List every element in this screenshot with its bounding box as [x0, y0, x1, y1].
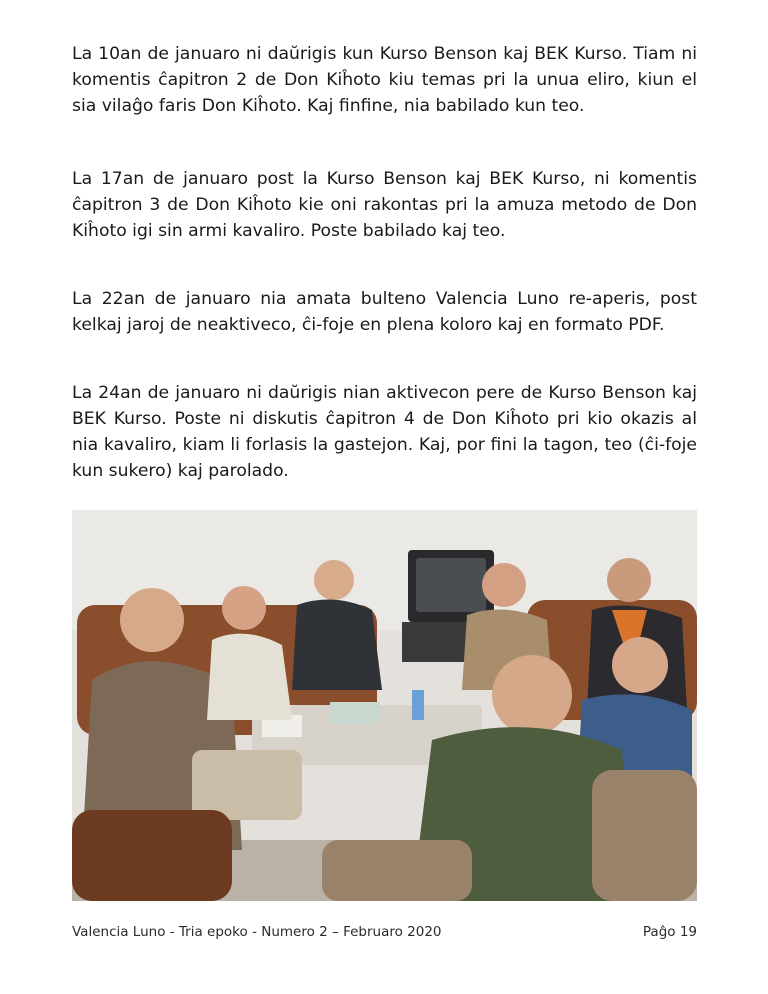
paragraph-3: La 22an de januaro nia amata bulteno Valencia Luno re-aperis, post kelkaj jaroj de neaktiveco, ĉi-foje en plena koloro kaj en formato PDF.	[72, 289, 697, 335]
group-photo	[72, 510, 697, 901]
paragraph-4: La 24an de januaro ni daŭrigis nian aktivecon pere de Kurso Benson kaj BEK Kurso. Poste ni diskutis ĉapitron 4 de Don Kiĥoto pri kio okazis al nia kavaliro, kiam li forlasis la gastejon. Kaj, por fini la tagon, teo (ĉi-foje kun sukero) kaj parolado.	[72, 383, 697, 481]
footer-page-number: Paĝo 19	[642, 924, 697, 940]
footer-publication: Valencia Luno - Tria epoko - Numero 2 – Februaro 2020	[72, 924, 442, 940]
paragraph-2: La 17an de januaro post la Kurso Benson kaj BEK Kurso, ni komentis ĉapitron 3 de Don Kiĥoto kie oni rakontas pri la amuza metodo de Don Kiĥoto igi sin armi kavaliro. Poste babilado kaj teo.	[72, 169, 697, 241]
page	[72, 0, 697, 994]
paragraph-1: La 10an de januaro ni daŭrigis kun Kurso Benson kaj BEK Kurso. Tiam ni komentis ĉapitron 2 de Don Kiĥoto kiu temas pri la unua eliro, kiun el sia vilaĝo faris Don Kiĥoto. Kaj finfine, nia babilado kun teo.	[72, 44, 697, 116]
page-footer	[72, 924, 697, 940]
